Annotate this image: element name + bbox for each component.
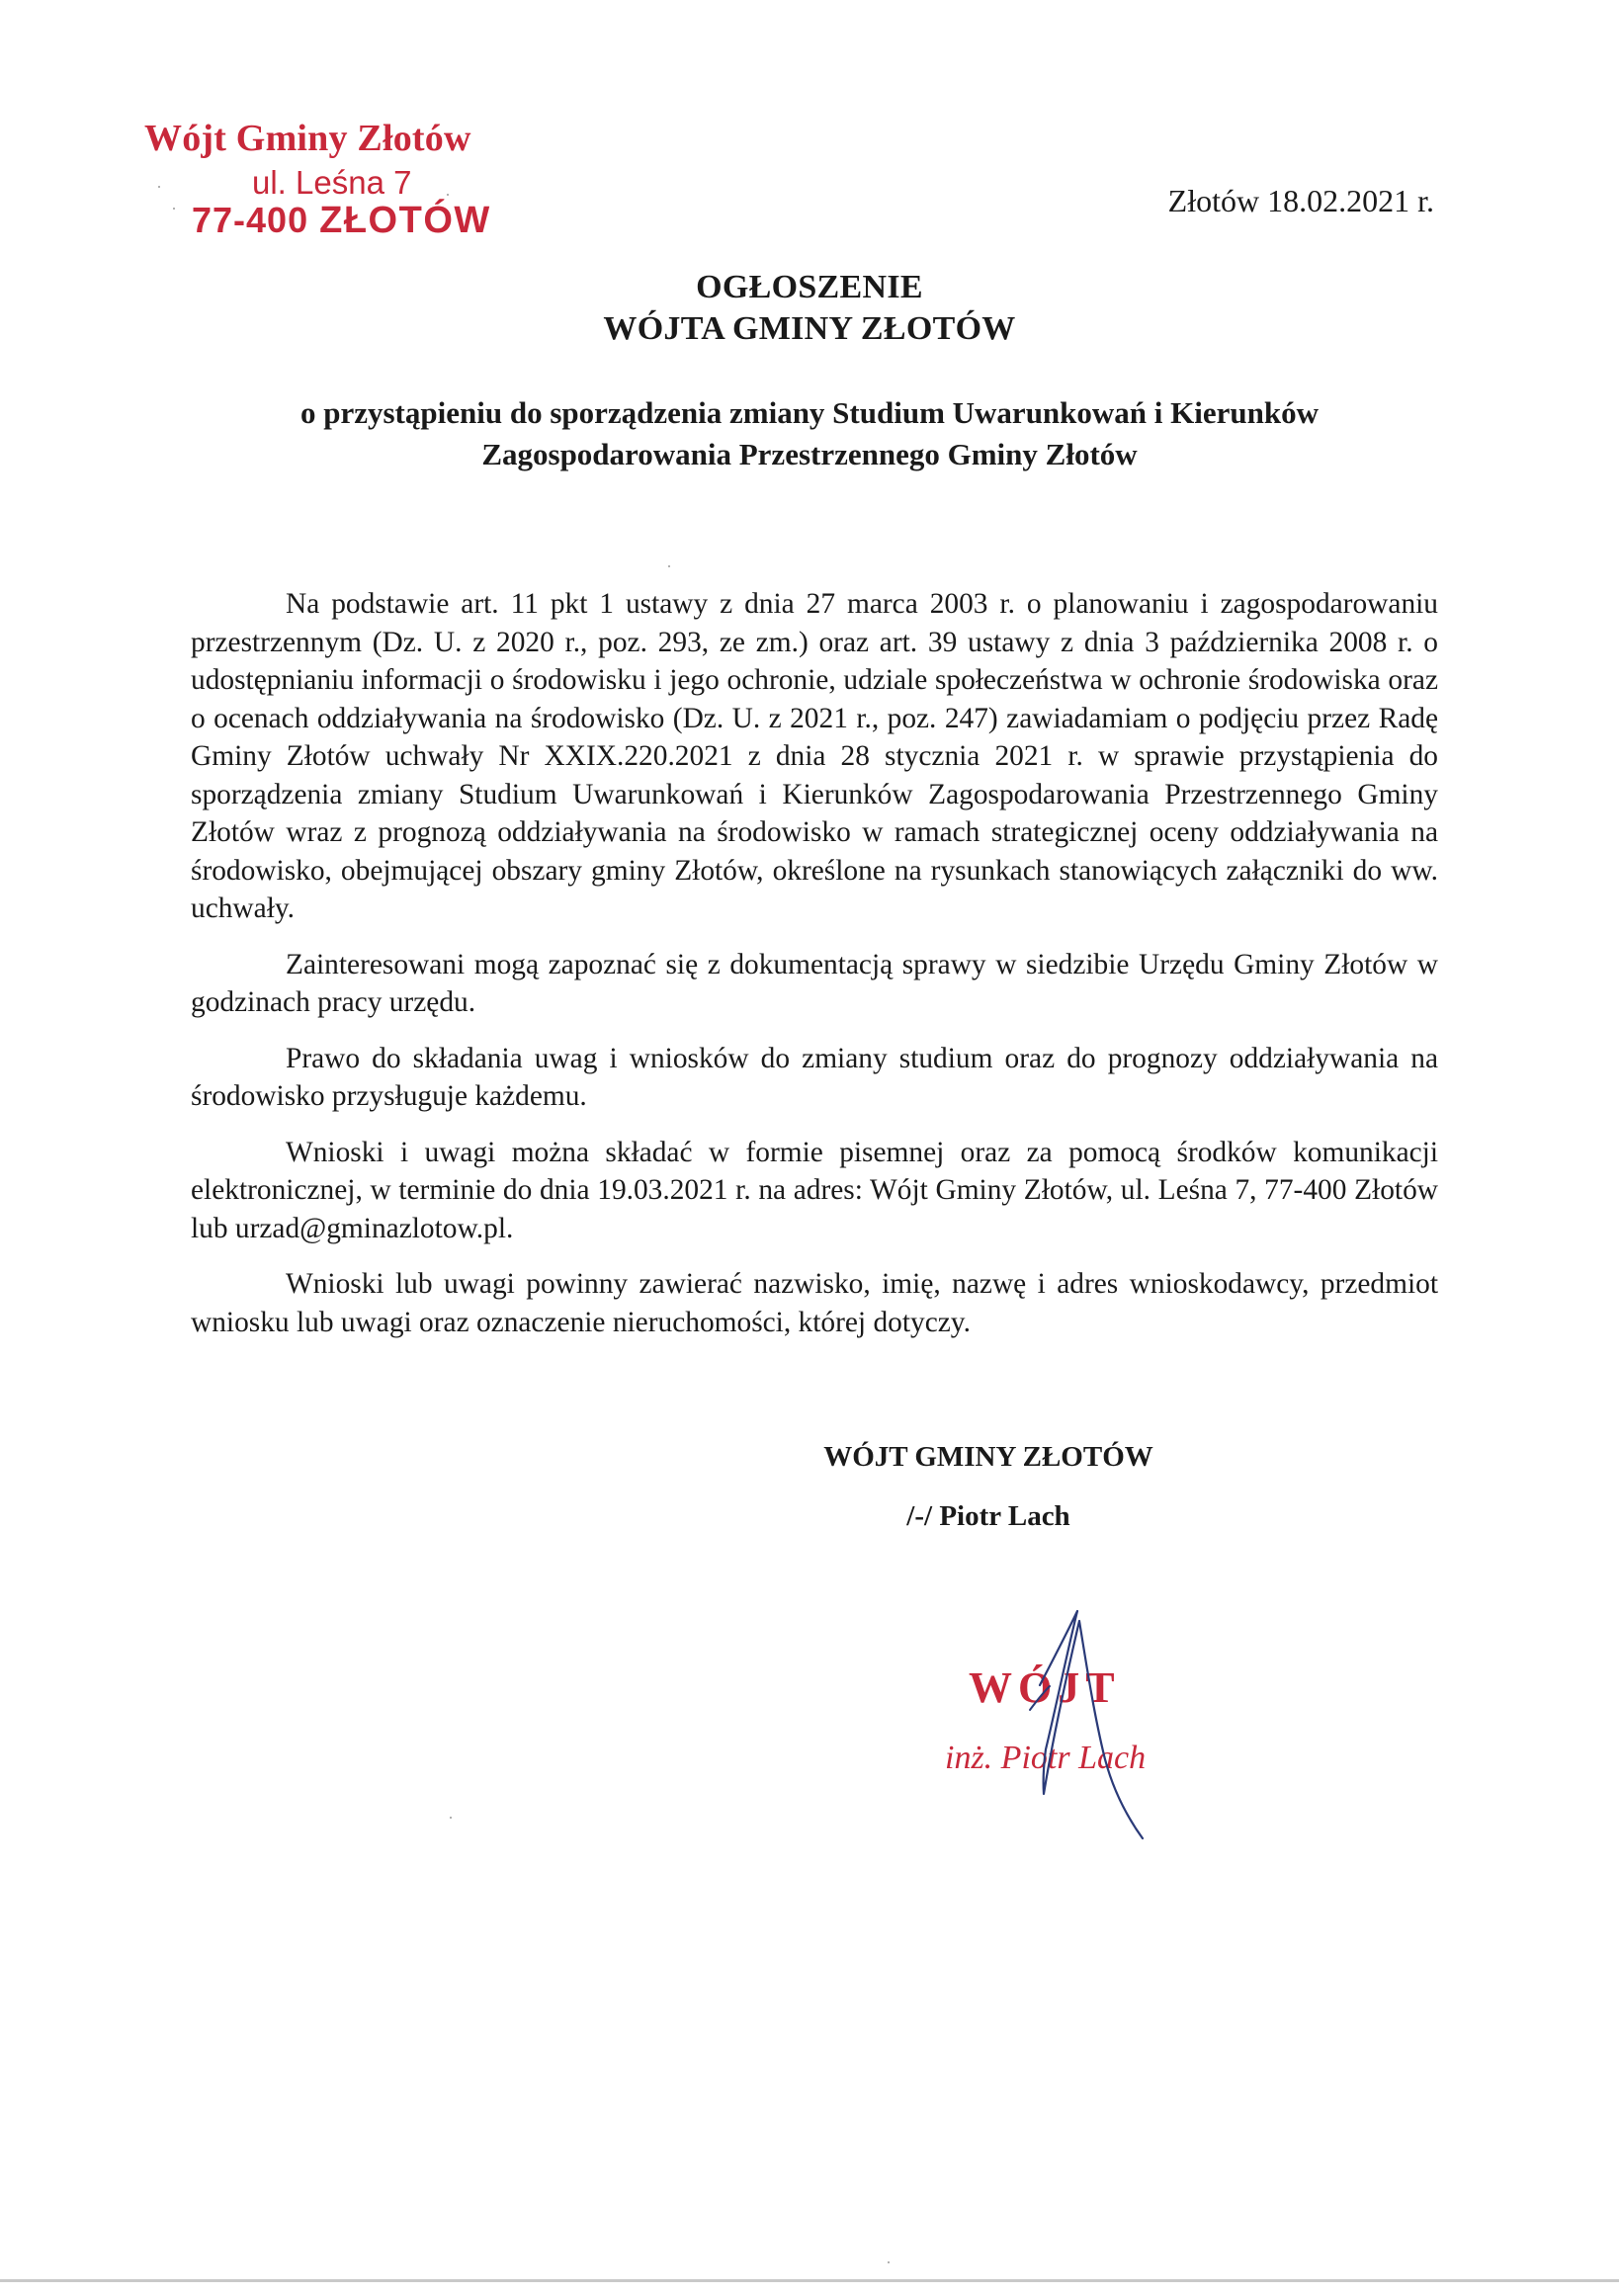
stamp-postal-code: 77-400 (192, 200, 309, 240)
stamp-office-name: Wójt Gminy Złotów (144, 118, 471, 159)
scan-speck (447, 194, 449, 196)
body-paragraph-documentation: Zainteresowani mogą zapoznać się z dokumentacją sprawy w siedzibie Urzędu Gminy Złotów w godzinach pracy urzędu. (191, 948, 1438, 1018)
body-paragraph-legal-basis: Na podstawie art. 11 pkt 1 ustawy z dnia 27 marca 2003 r. o planowaniu i zagospodarowaniu przestrzennym (Dz. U. z 2020 r., poz. 293, ze zm.) oraz art. 39 ustawy z dnia 3 października 2008 r. o udostępnianiu informacji o środowisku i jego ochronie, udziale społeczeństwa w ochronie środowiska oraz o ocenach oddziaływania na środowisko (Dz. U. z 2021 r., poz. 247) zawiadamiam o podjęciu przez Radę Gminy Złotów uchwały Nr XXIX.220.2021 z dnia 28 stycznia 2021 r. w sprawie przystąpienia do sporządzenia zmiany Studium Uwarunkowań i Kierunków Zagospodarowania Przestrzennego Gminy Złotów wraz z prognozą oddziaływania na środowisko w ramach strategicznej oceny oddziaływania na środowisko, obejmującej obszary gminy Złotów, określone na rysunkach stanowiących załączniki do ww. uchwały. (191, 588, 1438, 924)
signatory-title: WÓJT GMINY ZŁOTÓW (823, 1441, 1153, 1473)
stamp-postal-city (192, 200, 491, 242)
body-paragraph-right-to-comment: Prawo do składania uwag i wniosków do zmiany studium oraz do prognozy oddziaływania na środowisko przysługuje każdemu. (191, 1042, 1438, 1112)
sign-stamp-name: inż. Piotr Lach (945, 1740, 1147, 1776)
scan-speck (158, 186, 160, 188)
subject-line-2: Zagospodarowania Przestrzennego Gminy Złotów (481, 437, 1138, 471)
scan-edge-line (0, 2279, 1619, 2282)
office-stamp (138, 117, 534, 245)
scan-speck (888, 2261, 890, 2263)
body-paragraph-requirements: Wnioski lub uwagi powinny zawierać nazwisko, imię, nazwę i adres wnioskodawcy, przedmiot wniosku lub uwagi oraz oznaczenie nieruchomości, której dotyczy. (191, 1268, 1438, 1338)
signature-stamp (919, 1591, 1236, 1868)
stamp-city: ZŁOTÓW (319, 200, 491, 241)
scan-speck (173, 208, 175, 210)
announcement-body (191, 585, 1438, 1341)
stamp-street: ul. Leśna 7 (252, 164, 412, 201)
title-line-2: WÓJTA GMINY ZŁOTÓW (603, 310, 1016, 347)
sign-stamp-title: WÓJT (969, 1663, 1121, 1712)
title-line-1: OGŁOSZENIE (696, 269, 923, 305)
announcement-title (0, 267, 1619, 350)
subject-line-1: o przystąpieniu do sporządzenia zmiany Studium Uwarunkowań i Kierunków (299, 395, 1320, 430)
body-paragraph-submission: Wnioski i uwagi można składać w formie pisemnej oraz za pomocą środków komunikacji elektronicznej, w terminie do dnia 19.03.2021 r. na adres: Wójt Gminy Złotów, ul. Leśna 7, 77-400 Złotów lub urzad@gminazlotow.pl. (191, 1136, 1438, 1244)
signatory-name: /-/ Piotr Lach (906, 1500, 1070, 1532)
scan-speck (450, 1817, 452, 1819)
handwritten-signature (919, 1591, 1236, 1868)
announcement-subject (0, 392, 1619, 475)
scan-speck (668, 565, 670, 567)
place-date: Złotów 18.02.2021 r. (1167, 183, 1434, 218)
